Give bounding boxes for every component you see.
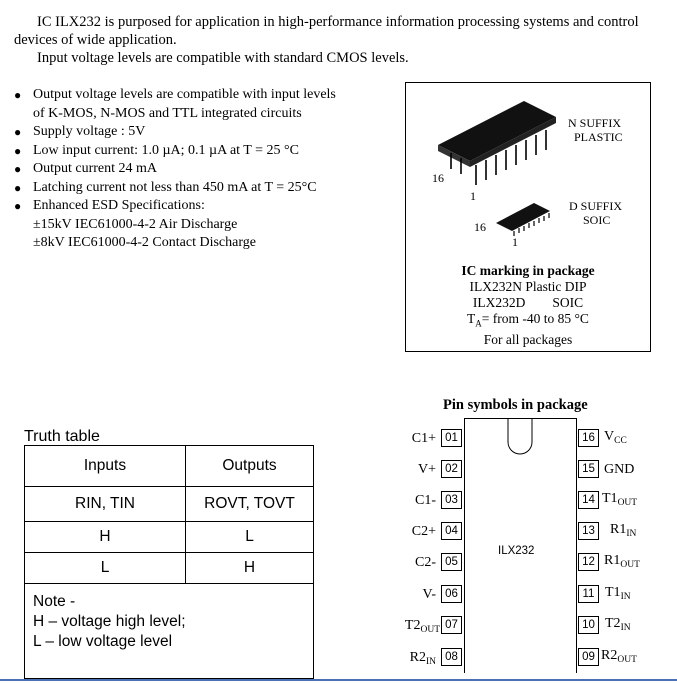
package-info-box xyxy=(405,82,651,352)
pin-label: C1- xyxy=(415,493,436,508)
intro-line-2: devices of wide application. xyxy=(14,32,177,48)
truth-table-header-outputs: Outputs xyxy=(186,446,314,487)
pin-label: $T1_{OUT}$ xyxy=(602,491,638,508)
truth-table-header-inputs: Inputs xyxy=(25,446,186,487)
pin-label: $R1_{OUT}$ xyxy=(604,553,640,570)
pin-number: 11 xyxy=(578,585,599,603)
marking-title: IC marking in package xyxy=(461,263,595,278)
dip-pin1-label: 1 xyxy=(470,189,476,203)
d-suffix-type: SOIC xyxy=(583,213,611,227)
feature-item: ● Enhanced ESD Specifications: xyxy=(14,197,336,216)
pin-label: C1+ xyxy=(411,431,436,446)
truth-table-note: Note - H – voltage high level; L – low voltage level xyxy=(25,584,314,679)
pin-number: 08 xyxy=(441,648,462,666)
table-cell: H xyxy=(25,522,186,553)
feature-item: ● Output current 24 mA xyxy=(14,160,336,179)
pin-number: 01 xyxy=(441,429,462,447)
pin-number: 07 xyxy=(441,616,462,634)
soic-pin16-label: 16 xyxy=(474,220,486,234)
intro-line-1: IC ILX232 is purposed for application in high-performance information processing systems and control xyxy=(37,14,639,30)
pin-label: $T2_{IN}$ xyxy=(605,616,631,633)
pin-label: $T1_{IN}$ xyxy=(605,585,631,602)
chip-name: ILX232 xyxy=(498,545,535,557)
ic-marking-block xyxy=(406,263,650,348)
feature-item: ● Output voltage levels are compatible with input levels xyxy=(14,86,336,105)
pin-number: 14 xyxy=(578,491,599,509)
feature-item: ● Latching current not less than 450 mA at T = 25°C xyxy=(14,179,336,198)
n-suffix-type: PLASTIC xyxy=(574,130,623,144)
pin-number: 16 xyxy=(578,429,599,447)
truth-table xyxy=(24,445,314,679)
bullet-icon: ● xyxy=(14,180,22,195)
d-suffix-label: D SUFFIX xyxy=(569,199,623,213)
pin-label: V- xyxy=(422,587,436,602)
pin-label: $V_{CC}$ xyxy=(604,429,627,446)
bullet-icon: ● xyxy=(14,162,22,176)
pinout-title: Pin symbols in package xyxy=(443,397,588,413)
pin-label: $T2_{OUT}$ xyxy=(404,618,440,635)
truth-table-subheader-outputs: ROVT, TOVT xyxy=(186,487,314,522)
page-bottom-rule xyxy=(0,679,677,681)
feature-subitem: ±8kV IEC61000-4-2 Contact Discharge xyxy=(33,235,256,250)
table-cell: H xyxy=(186,553,314,584)
marking-dip: ILX232N Plastic DIP xyxy=(469,279,587,294)
pin-number: 13 xyxy=(578,522,599,540)
bullet-icon: ● xyxy=(14,199,22,213)
chip-notch-icon xyxy=(506,418,534,458)
feature-item: ● Low input current: 1.0 µA; 0.1 µA at T = 25 °C xyxy=(14,142,336,161)
soic-pin1-label: 1 xyxy=(512,235,518,249)
pin-number: 09 xyxy=(578,648,599,666)
truth-table-subheader-inputs: RIN, TIN xyxy=(25,487,186,522)
n-suffix-label: N SUFFIX xyxy=(568,116,622,130)
table-cell: L xyxy=(186,522,314,553)
dip-package-icon xyxy=(406,83,650,253)
pin-label: V+ xyxy=(417,462,436,477)
pin-number: 02 xyxy=(441,460,462,478)
pin-number: 15 xyxy=(578,460,599,478)
marking-temp: $T_A=$ from -40 to 85 °C xyxy=(467,311,589,329)
bullet-icon: ● xyxy=(14,125,22,139)
pin-label: $R1_{IN}$ xyxy=(610,522,637,539)
pin-number: 06 xyxy=(441,585,462,603)
marking-all-packages: For all packages xyxy=(483,331,573,347)
feature-subitem: ±15kV IEC61000-4-2 Air Discharge xyxy=(33,216,238,232)
dip-pin16-label: 16 xyxy=(432,171,444,185)
table-cell: L xyxy=(25,553,186,584)
pin-label: $R2_{IN}$ xyxy=(409,650,436,667)
pin-number: 04 xyxy=(441,522,462,540)
pin-label: C2+ xyxy=(411,524,436,539)
marking-soic: ILX232D SOIC xyxy=(472,295,584,310)
feature-item: ● Supply voltage : 5V xyxy=(14,123,336,142)
pin-number: 03 xyxy=(441,491,462,509)
truth-table-title: Truth table xyxy=(24,428,100,445)
feature-list xyxy=(14,86,336,253)
pin-label: GND xyxy=(604,462,635,477)
bullet-icon: ● xyxy=(14,88,22,102)
pin-label: C2- xyxy=(415,555,436,570)
bullet-icon: ● xyxy=(14,143,22,158)
pin-label: $R2_{OUT}$ xyxy=(601,648,637,665)
pin-number: 12 xyxy=(578,553,599,571)
pin-number: 10 xyxy=(578,616,599,634)
intro-line-3: Input voltage levels are compatible with standard CMOS levels. xyxy=(37,50,409,66)
pin-number: 05 xyxy=(441,553,462,571)
feature-item-continuation: of K-MOS, N-MOS and TTL integrated circuits xyxy=(33,105,302,121)
